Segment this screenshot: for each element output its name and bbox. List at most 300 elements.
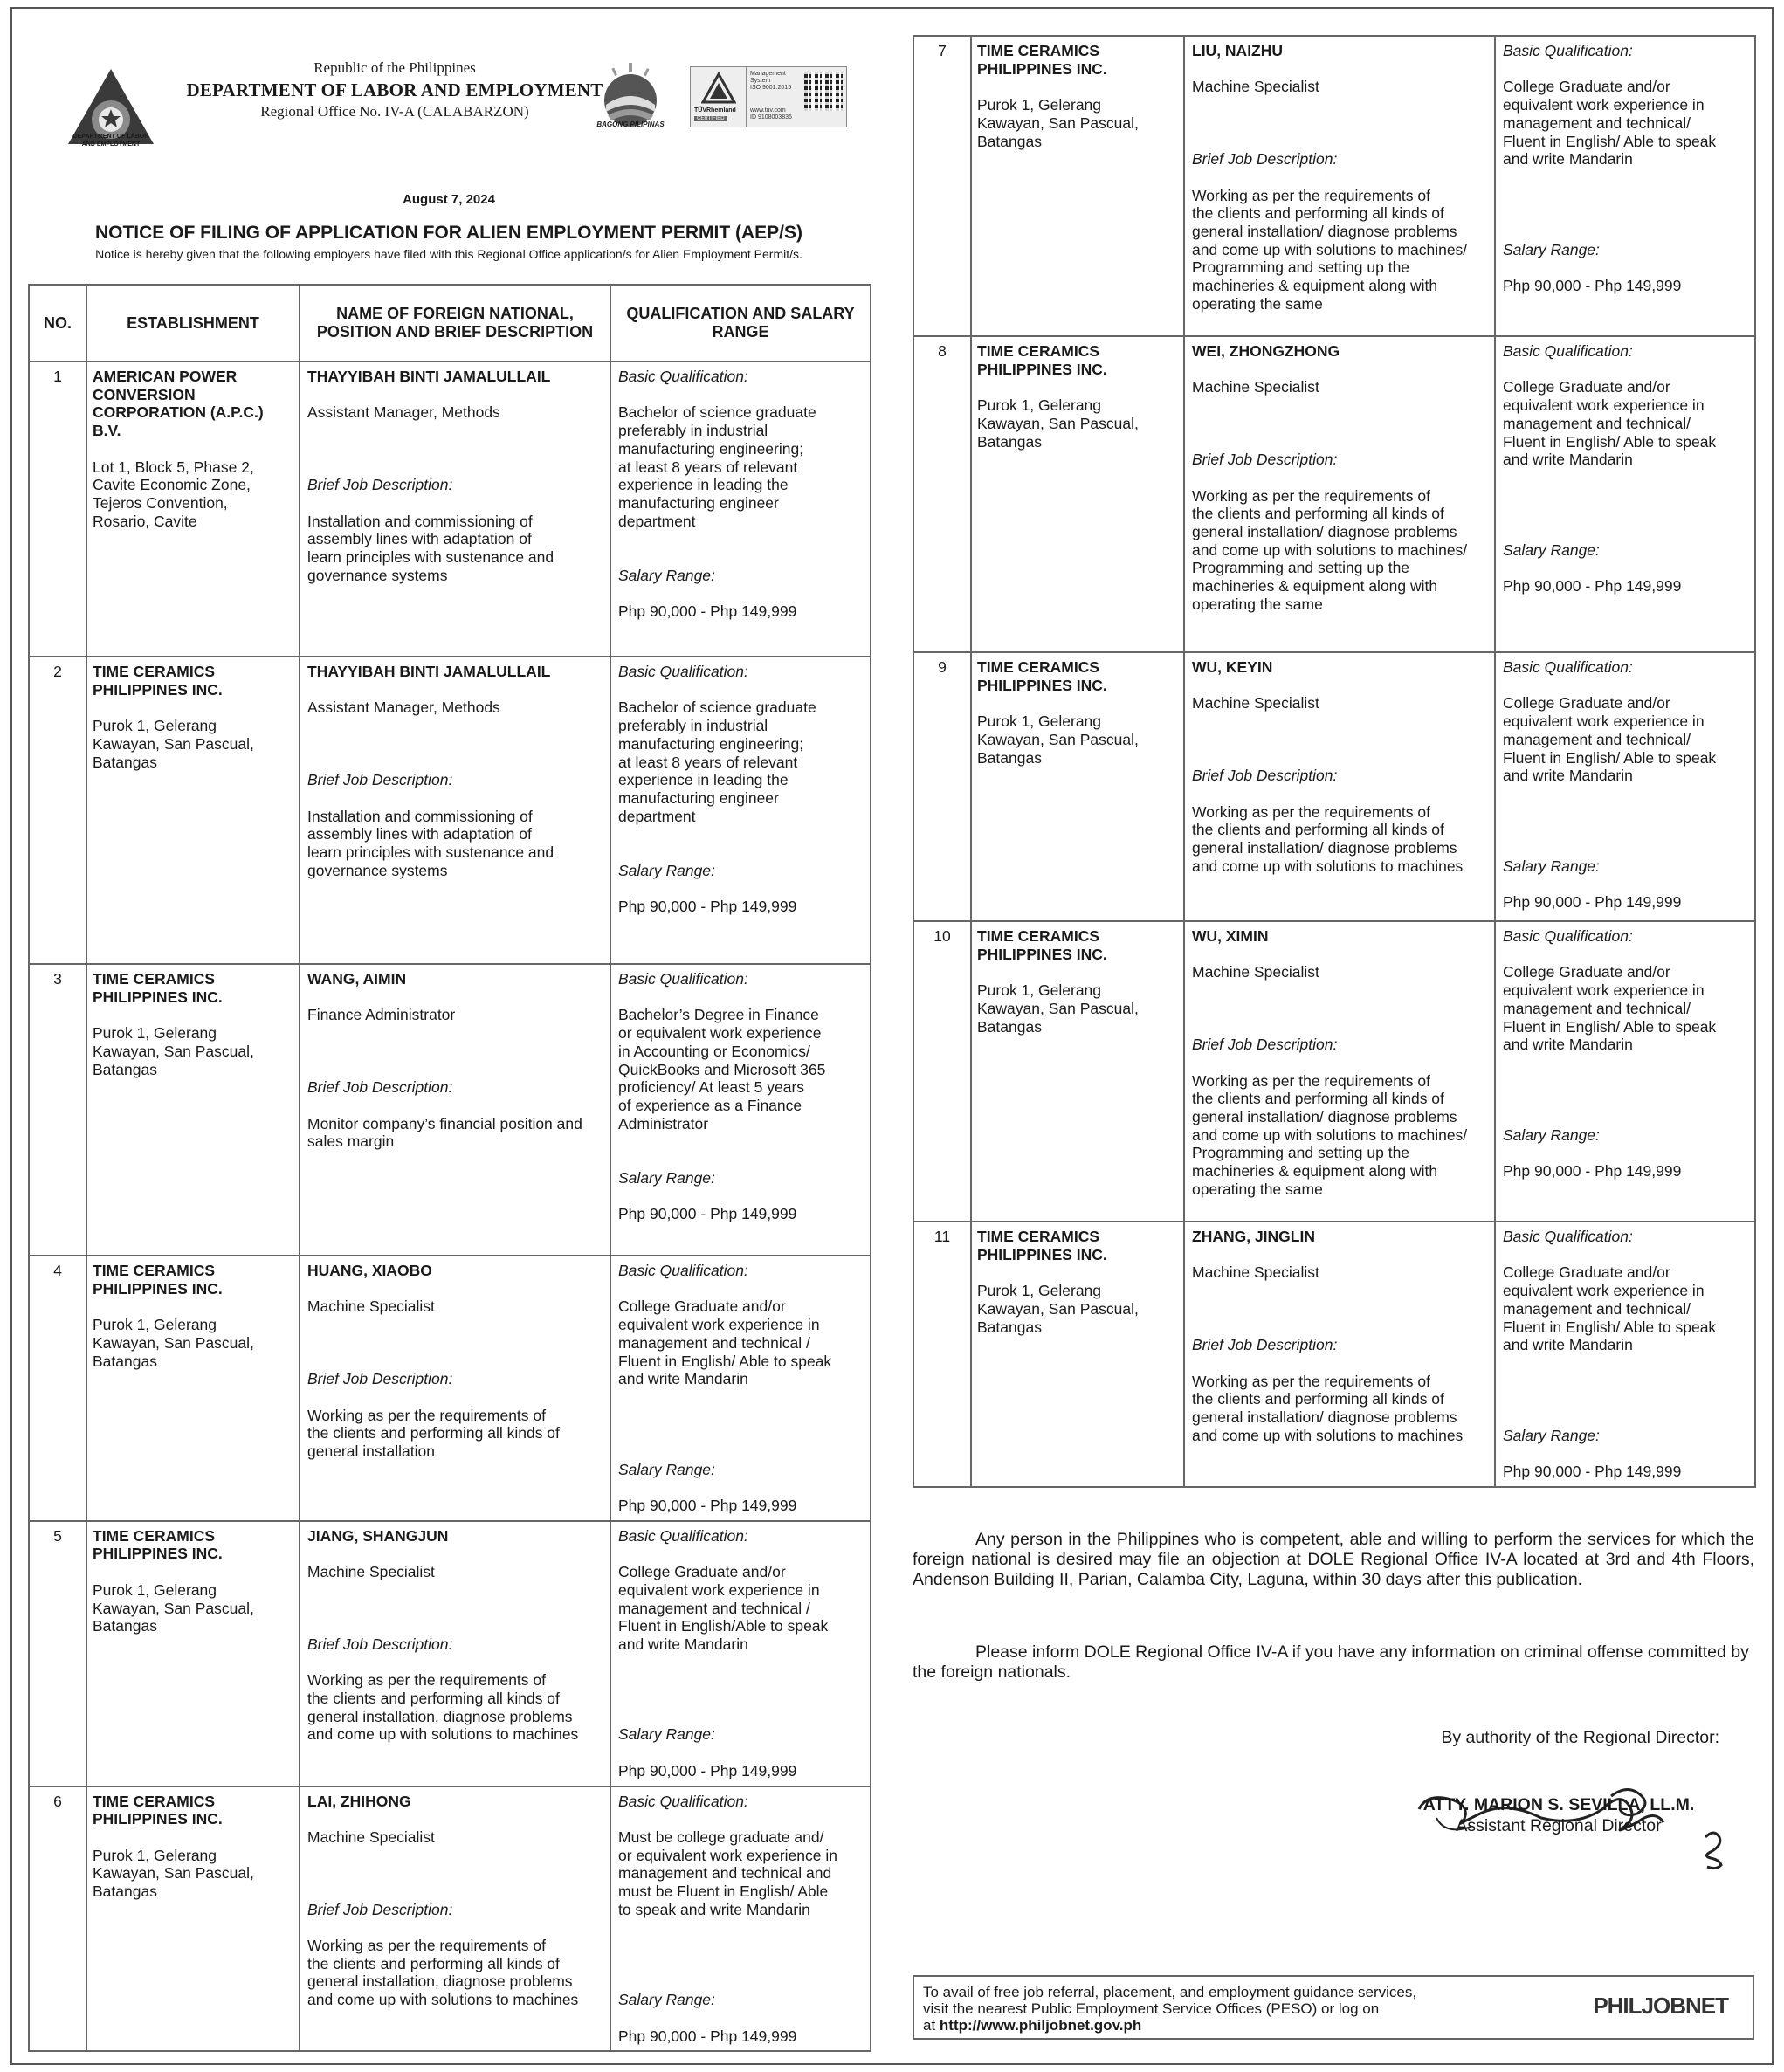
text-line: Batangas [93, 753, 157, 771]
salary-range-value: Php 90,000 - Php 149,999 [1503, 1162, 1682, 1181]
establishment-name [93, 970, 293, 1006]
table-header-row [29, 285, 871, 361]
text-line: and come up with solutions to machines/ [1192, 1125, 1468, 1144]
text-line: PHILIPPINES INC. [977, 945, 1107, 963]
text-line: TIME CERAMICS [93, 663, 215, 680]
row-number: 1 [29, 361, 86, 657]
spacer [1503, 803, 1747, 822]
text-line: manufacturing engineering; [618, 734, 804, 753]
text-line: Kawayan, San Pascual, [977, 414, 1139, 432]
text-line: operating the same [1192, 1180, 1323, 1198]
text-line: machineries & equipment along with [1192, 577, 1438, 595]
tuv-triangle-icon [701, 72, 736, 104]
basic-qualification-label: Basic Qualification: [1503, 1228, 1633, 1245]
text-line: TIME CERAMICS [93, 1526, 215, 1545]
initial-mark-icon [1698, 1827, 1730, 1870]
signature-block [913, 1748, 1754, 1879]
qualification-text [1503, 378, 1747, 469]
position-title: Machine Specialist [1192, 78, 1319, 96]
text-line: and write Mandarin [1503, 767, 1633, 785]
qualification-text [618, 403, 863, 530]
spacer [618, 1407, 863, 1425]
spacer [618, 1424, 863, 1442]
spacer [618, 1972, 863, 1991]
spacer [1503, 677, 1747, 695]
text-line: Purok 1, Gelerang [977, 1282, 1102, 1300]
text-line: Working as per the requirements of [1192, 1071, 1431, 1090]
foreign-national-name: WU, XIMIN [1192, 927, 1269, 945]
qualification-cell [610, 1786, 871, 2052]
establishment-cell [86, 657, 300, 964]
table-row [29, 964, 871, 1256]
foreign-national-name: LAI, ZHIHONG [307, 1792, 411, 1810]
text-line: Fluent in English/ Able to speak [1503, 432, 1717, 451]
text-line: Installation and commissioning of [307, 512, 533, 530]
text-line: Batangas [977, 1017, 1042, 1036]
spacer [618, 386, 863, 404]
table-body-left [29, 361, 871, 2051]
text-line: PHILIPPINES INC. [977, 1245, 1107, 1263]
text-line: Purok 1, Gelerang [977, 396, 1102, 415]
establishment-address [977, 1282, 1178, 1336]
text-line: governance systems [307, 566, 448, 584]
text-line: Fluent in English/Able to speak [618, 1617, 829, 1635]
text-line: manufacturing engineer [618, 788, 779, 807]
foreign-national-cell [300, 1786, 610, 2052]
spacer [1192, 1246, 1487, 1264]
table-row [29, 1256, 871, 1521]
qualification-cell [610, 964, 871, 1256]
salary-range-label: Salary Range: [1503, 240, 1600, 258]
text-line: and write Mandarin [1503, 451, 1633, 469]
basic-qualification-label: Basic Qualification: [1503, 927, 1633, 945]
tuv-url: www.tuv.com [750, 107, 786, 114]
text-line: general installation, diagnose problems [307, 1707, 573, 1725]
text-line: the clients and performing all kinds of [307, 1690, 560, 1707]
spacer [307, 681, 603, 699]
tuv-line: ISO 9001:2015 [750, 85, 792, 91]
text-line: the clients and performing all kinds of [1192, 1090, 1444, 1108]
spacer [1192, 785, 1487, 803]
text-line: Programming and setting up the [1192, 559, 1410, 577]
qualification-text [1503, 694, 1747, 785]
text-line: learn principles with sustenance and [307, 547, 554, 566]
establishment-name [93, 663, 293, 699]
right-column [913, 35, 1754, 2034]
text-line: and write Mandarin [1503, 1336, 1633, 1354]
text-line: Working as per the requirements of [307, 1671, 547, 1690]
text-line: CONVERSION [93, 385, 196, 403]
text-line: Purok 1, Gelerang [977, 712, 1102, 731]
header-qualification: QUALIFICATION AND SALARY RANGE [610, 285, 871, 361]
qualification-cell [610, 1521, 871, 1786]
text-line: Purok 1, Gelerang [93, 1580, 217, 1599]
text-line: Kawayan, San Pascual, [977, 730, 1139, 748]
spacer [307, 1280, 603, 1298]
text-line: PHILIPPINES INC. [93, 1545, 223, 1563]
spacer [1503, 361, 1747, 379]
basic-qualification-label: Basic Qualification: [618, 1526, 748, 1545]
establishment-address [977, 96, 1178, 150]
aep-table-right [913, 35, 1756, 1488]
job-description [307, 1937, 603, 2009]
text-line: Cavite Economic Zone, [93, 476, 251, 494]
text-line: Bachelor of science graduate [618, 699, 816, 717]
footer-line: To avail of free job referral, placement, and employment guidance services, [923, 1984, 1417, 2000]
text-line: Working as per the requirements of [1192, 186, 1431, 204]
bagong-pilipinas-caption: BAGONG PILIPINAS [596, 120, 665, 128]
job-description [1192, 487, 1487, 614]
text-line: general installation/ diagnose problems [1192, 1107, 1457, 1125]
brief-description-label: Brief Job Description: [1192, 150, 1338, 169]
text-line: manufacturing engineer [618, 493, 779, 512]
salary-range-label: Salary Range: [618, 1460, 715, 1478]
establishment-cell [86, 1521, 300, 1786]
establishment-name [93, 368, 293, 440]
text-line: of experience as a Finance [618, 1096, 802, 1114]
foreign-national-name: WANG, AIMIN [307, 970, 407, 988]
text-line: Rosario, Cavite [93, 512, 197, 530]
spacer [618, 1442, 863, 1461]
spacer [1503, 169, 1747, 187]
spacer [618, 879, 863, 898]
spacer [1503, 946, 1747, 964]
brief-description-label: Brief Job Description: [1192, 767, 1338, 785]
text-line: sales margin [307, 1132, 395, 1151]
spacer [618, 1744, 863, 1762]
text-line: machineries & equipment along with [1192, 1162, 1438, 1181]
text-line: Administrator [618, 1114, 709, 1132]
spacer [1192, 96, 1487, 114]
text-line: management and technical / [618, 1599, 810, 1617]
spacer [1503, 258, 1747, 277]
establishment-address [93, 1847, 293, 1901]
signatory-name: ATTY. MARION S. SEVILLA, LL.M. [1422, 1794, 1695, 1814]
brief-description-label: Brief Job Description: [307, 1370, 453, 1388]
job-description [1192, 803, 1487, 876]
spacer [618, 825, 863, 843]
text-line: management and technical/ [1503, 414, 1691, 432]
text-line: and write Mandarin [618, 1635, 748, 1653]
text-line: QuickBooks and Microsoft 365 [618, 1060, 826, 1078]
row-number: 7 [913, 36, 971, 336]
basic-qualification-label: Basic Qualification: [1503, 42, 1633, 59]
text-line: general installation/ diagnose problems [1192, 222, 1457, 240]
aep-table-left [28, 284, 871, 2052]
text-line: TIME CERAMICS [977, 927, 1099, 945]
text-line: College Graduate and/or [1503, 78, 1670, 96]
job-description [1192, 1373, 1487, 1445]
spacer [1503, 1072, 1747, 1091]
position-title: Assistant Manager, Methods [307, 699, 500, 717]
spacer [1192, 1017, 1487, 1036]
spacer [1192, 1318, 1487, 1336]
qualification-text [618, 1006, 863, 1132]
spacer [618, 584, 863, 602]
salary-range-value: Php 90,000 - Php 149,999 [1503, 893, 1682, 912]
text-line: and come up with solutions to machines [1192, 857, 1464, 875]
foreign-national-name: ZHANG, JINGLIN [1192, 1228, 1315, 1245]
row-number: 4 [29, 1256, 86, 1521]
foreign-national-cell [300, 361, 610, 657]
spacer [1503, 1390, 1747, 1408]
establishment-name [93, 1793, 293, 1828]
text-line: Bachelor’s Degree in Finance [618, 1006, 819, 1024]
row-number: 2 [29, 657, 86, 964]
spacer [618, 1671, 863, 1690]
spacer [1503, 204, 1747, 223]
salary-range-label: Salary Range: [618, 861, 715, 879]
department-name: DEPARTMENT OF LABOR AND EMPLOYMENT [186, 79, 603, 100]
text-line: Must be college graduate and/ [618, 1828, 824, 1846]
salary-range-value: Php 90,000 - Php 149,999 [618, 1205, 797, 1223]
text-line: TIME CERAMICS [93, 970, 215, 988]
foreign-national-name: JIANG, SHANGJUN [307, 1526, 449, 1545]
text-line: Purok 1, Gelerang [93, 717, 217, 735]
salary-range-label: Salary Range: [1503, 1125, 1600, 1144]
table-row [29, 657, 871, 964]
spacer [1192, 1054, 1487, 1072]
qualification-cell [1495, 336, 1755, 652]
table-row [913, 36, 1755, 336]
text-line: Fluent in English/ Able to speak [1503, 1318, 1717, 1336]
republic-line: Republic of the Philippines [313, 59, 476, 76]
text-line: and come up with solutions to machines/ [1192, 540, 1468, 559]
spacer [307, 789, 603, 808]
spacer [1503, 1108, 1747, 1126]
foreign-national-cell [300, 657, 610, 964]
text-line: governance systems [307, 861, 448, 879]
left-column [28, 35, 870, 2052]
text-line: TIME CERAMICS [977, 658, 1099, 676]
spacer [1192, 469, 1487, 487]
spacer [1192, 981, 1487, 1000]
salary-range-label: Salary Range: [1503, 857, 1600, 875]
tuv-system-text [750, 71, 802, 121]
qualification-text [1503, 963, 1747, 1054]
spacer [618, 1937, 863, 1955]
spacer [1192, 748, 1487, 767]
spacer [1192, 432, 1487, 451]
text-line: equivalent work experience in [1503, 712, 1705, 731]
spacer [618, 1388, 863, 1407]
spacer [618, 1955, 863, 1973]
spacer [307, 1316, 603, 1334]
text-line: PHILIPPINES INC. [93, 1279, 223, 1298]
row-number: 3 [29, 964, 86, 1256]
text-line: Kawayan, San Pascual, [93, 1864, 254, 1883]
spacer [1192, 132, 1487, 150]
spacer [307, 422, 603, 440]
spacer [977, 378, 1178, 396]
brief-description-label: Brief Job Description: [307, 771, 453, 789]
spacer [1192, 677, 1487, 695]
text-line: equivalent work experience in [1503, 1282, 1705, 1300]
text-line: in Accounting or Economics/ [618, 1042, 810, 1060]
foreign-national-name: WU, KEYIN [1192, 658, 1273, 676]
text-line: or equivalent work experience in [618, 1846, 837, 1864]
text-line: and come up with solutions to machines [1192, 1426, 1464, 1444]
basic-qualification-label: Basic Qualification: [618, 1792, 748, 1810]
spacer [1192, 361, 1487, 379]
establishment-name [977, 658, 1178, 694]
establishment-name [93, 1262, 293, 1298]
basic-qualification-label: Basic Qualification: [618, 1262, 748, 1279]
qualification-text [618, 1298, 863, 1388]
spacer [1503, 785, 1747, 803]
text-line: PHILIPPINES INC. [93, 988, 223, 1006]
salary-range-label: Salary Range: [1503, 1426, 1600, 1444]
spacer [307, 1388, 603, 1407]
header-no: NO. [29, 285, 86, 361]
spacer [307, 717, 603, 735]
text-line: management and technical / [618, 1333, 810, 1352]
text-line: equivalent work experience in [1503, 396, 1705, 415]
text-line: Purok 1, Gelerang [93, 1024, 217, 1043]
spacer [307, 1847, 603, 1865]
text-line: College Graduate and/or [618, 1298, 786, 1316]
salary-range-value: Php 90,000 - Php 149,999 [1503, 577, 1682, 595]
foreign-national-cell [300, 1521, 610, 1786]
establishment-name [977, 927, 1178, 963]
salary-range-value: Php 90,000 - Php 149,999 [618, 898, 797, 916]
text-line: Fluent in English/ Able to speak [1503, 1017, 1717, 1036]
text-line: the clients and performing all kinds of [1192, 204, 1444, 223]
text-line: Tejeros Convention, [93, 493, 228, 512]
spacer [1503, 487, 1747, 506]
text-line: equivalent work experience in [1503, 96, 1705, 114]
spacer [307, 440, 603, 458]
spacer [618, 1708, 863, 1726]
notice-intro: Notice is hereby given that the following employers have filed with this Regional Office application/s for Alien Employment Permit/s. [95, 247, 802, 261]
establishment-cell [86, 1256, 300, 1521]
spacer [1503, 1354, 1747, 1373]
brief-description-label: Brief Job Description: [1192, 1336, 1338, 1354]
spacer [307, 1043, 603, 1061]
foreign-national-cell [1184, 921, 1495, 1222]
text-line: Batangas [93, 1060, 157, 1078]
salary-range-value: Php 90,000 - Php 149,999 [618, 602, 797, 621]
brief-description-label: Brief Job Description: [307, 1635, 453, 1653]
text-line: the clients and performing all kinds of [307, 1424, 560, 1442]
spacer [1192, 731, 1487, 749]
text-line: Bachelor of science graduate [618, 403, 816, 422]
text-line: Batangas [977, 432, 1042, 451]
establishment-cell [971, 36, 1184, 336]
job-description [307, 808, 603, 880]
spacer [93, 1563, 293, 1581]
qualification-cell [610, 657, 871, 964]
spacer [618, 1151, 863, 1169]
spacer [1192, 1000, 1487, 1018]
spacer [307, 988, 603, 1007]
letterhead [28, 35, 870, 166]
text-line: Working as per the requirements of [307, 1406, 547, 1424]
spacer [1503, 1246, 1747, 1264]
qualification-cell [1495, 921, 1755, 1222]
foreign-national-name: WEI, ZHONGZHONG [1192, 342, 1340, 360]
text-line: PHILIPPINES INC. [93, 1810, 223, 1828]
table-row [29, 361, 871, 657]
basic-qualification-label: Basic Qualification: [618, 663, 748, 680]
tuv-id: ID 9108003836 [750, 114, 792, 120]
dole-logo-icon [63, 52, 159, 166]
establishment-cell [971, 336, 1184, 652]
text-line: Fluent in English/ Able to speak [1503, 748, 1717, 767]
text-line: Purok 1, Gelerang [93, 1846, 217, 1864]
text-line: Working as per the requirements of [307, 1937, 547, 1955]
text-line: Batangas [93, 1617, 157, 1635]
text-line: Purok 1, Gelerang [977, 981, 1102, 1000]
job-description [307, 1671, 603, 1744]
spacer [618, 1545, 863, 1563]
basic-qualification-label: Basic Qualification: [618, 368, 748, 385]
table-row [913, 1222, 1755, 1487]
spacer [618, 530, 863, 548]
spacer [618, 548, 863, 567]
spacer [977, 1263, 1178, 1282]
tuv-line: Management [750, 71, 786, 77]
text-line: management and technical and [618, 1864, 832, 1883]
text-line: preferably in industrial [618, 717, 768, 735]
job-description [307, 1115, 603, 1151]
agency-name-block [176, 59, 613, 120]
spacer [1192, 169, 1487, 187]
row-number: 5 [29, 1521, 86, 1786]
spacer [618, 1478, 863, 1497]
spacer [1503, 1090, 1747, 1108]
spacer [1503, 223, 1747, 241]
philjobnet-link[interactable]: http://www.philjobnet.gov.ph [939, 2017, 1142, 2034]
salary-range-label: Salary Range: [618, 566, 715, 584]
spacer [1192, 396, 1487, 415]
bagong-pilipinas-logo-icon [587, 52, 674, 148]
text-line: Batangas [977, 1318, 1042, 1336]
footer-box [913, 1975, 1754, 2040]
qualification-cell [610, 1256, 871, 1521]
establishment-address [977, 396, 1178, 451]
text-line: Installation and commissioning of [307, 807, 533, 825]
spacer [1192, 946, 1487, 964]
text-line: learn principles with sustenance and [307, 843, 554, 861]
basic-qualification-label: Basic Qualification: [1503, 658, 1633, 676]
qualification-cell [610, 361, 871, 657]
spacer [307, 753, 603, 771]
text-line: or equivalent work experience [618, 1024, 822, 1043]
text-line: machineries & equipment along with [1192, 277, 1438, 295]
spacer [977, 78, 1178, 96]
establishment-address [93, 1316, 293, 1370]
text-line: College Graduate and/or [618, 1563, 786, 1581]
text-line: Monitor company’s financial position and [307, 1114, 582, 1132]
text-line: experience in leading the [618, 771, 789, 789]
position-title: Assistant Manager, Methods [307, 403, 500, 422]
spacer [618, 1280, 863, 1298]
foreign-national-cell [1184, 336, 1495, 652]
establishment-address [93, 1581, 293, 1635]
establishment-cell [86, 1786, 300, 2052]
spacer [1503, 1054, 1747, 1072]
spacer [618, 2009, 863, 2027]
table-row [913, 921, 1755, 1222]
spacer [307, 386, 603, 404]
spacer [618, 681, 863, 699]
objection-paragraph: Any person in the Philippines who is competent, able and willing to perform the services for which the foreign national is desired may file an objection at DOLE Regional Office IV-A located at 3rd and 4th Floors, Andenson Building II, Parian, Calamba City, Laguna, within 30 days after this publication. [913, 1529, 1754, 1589]
table-row [29, 1786, 871, 2052]
text-line: Lot 1, Block 5, Phase 2, [93, 458, 254, 476]
text-line: Kawayan, San Pascual, [977, 1299, 1139, 1318]
text-line: assembly lines with adaptation of [307, 530, 532, 548]
